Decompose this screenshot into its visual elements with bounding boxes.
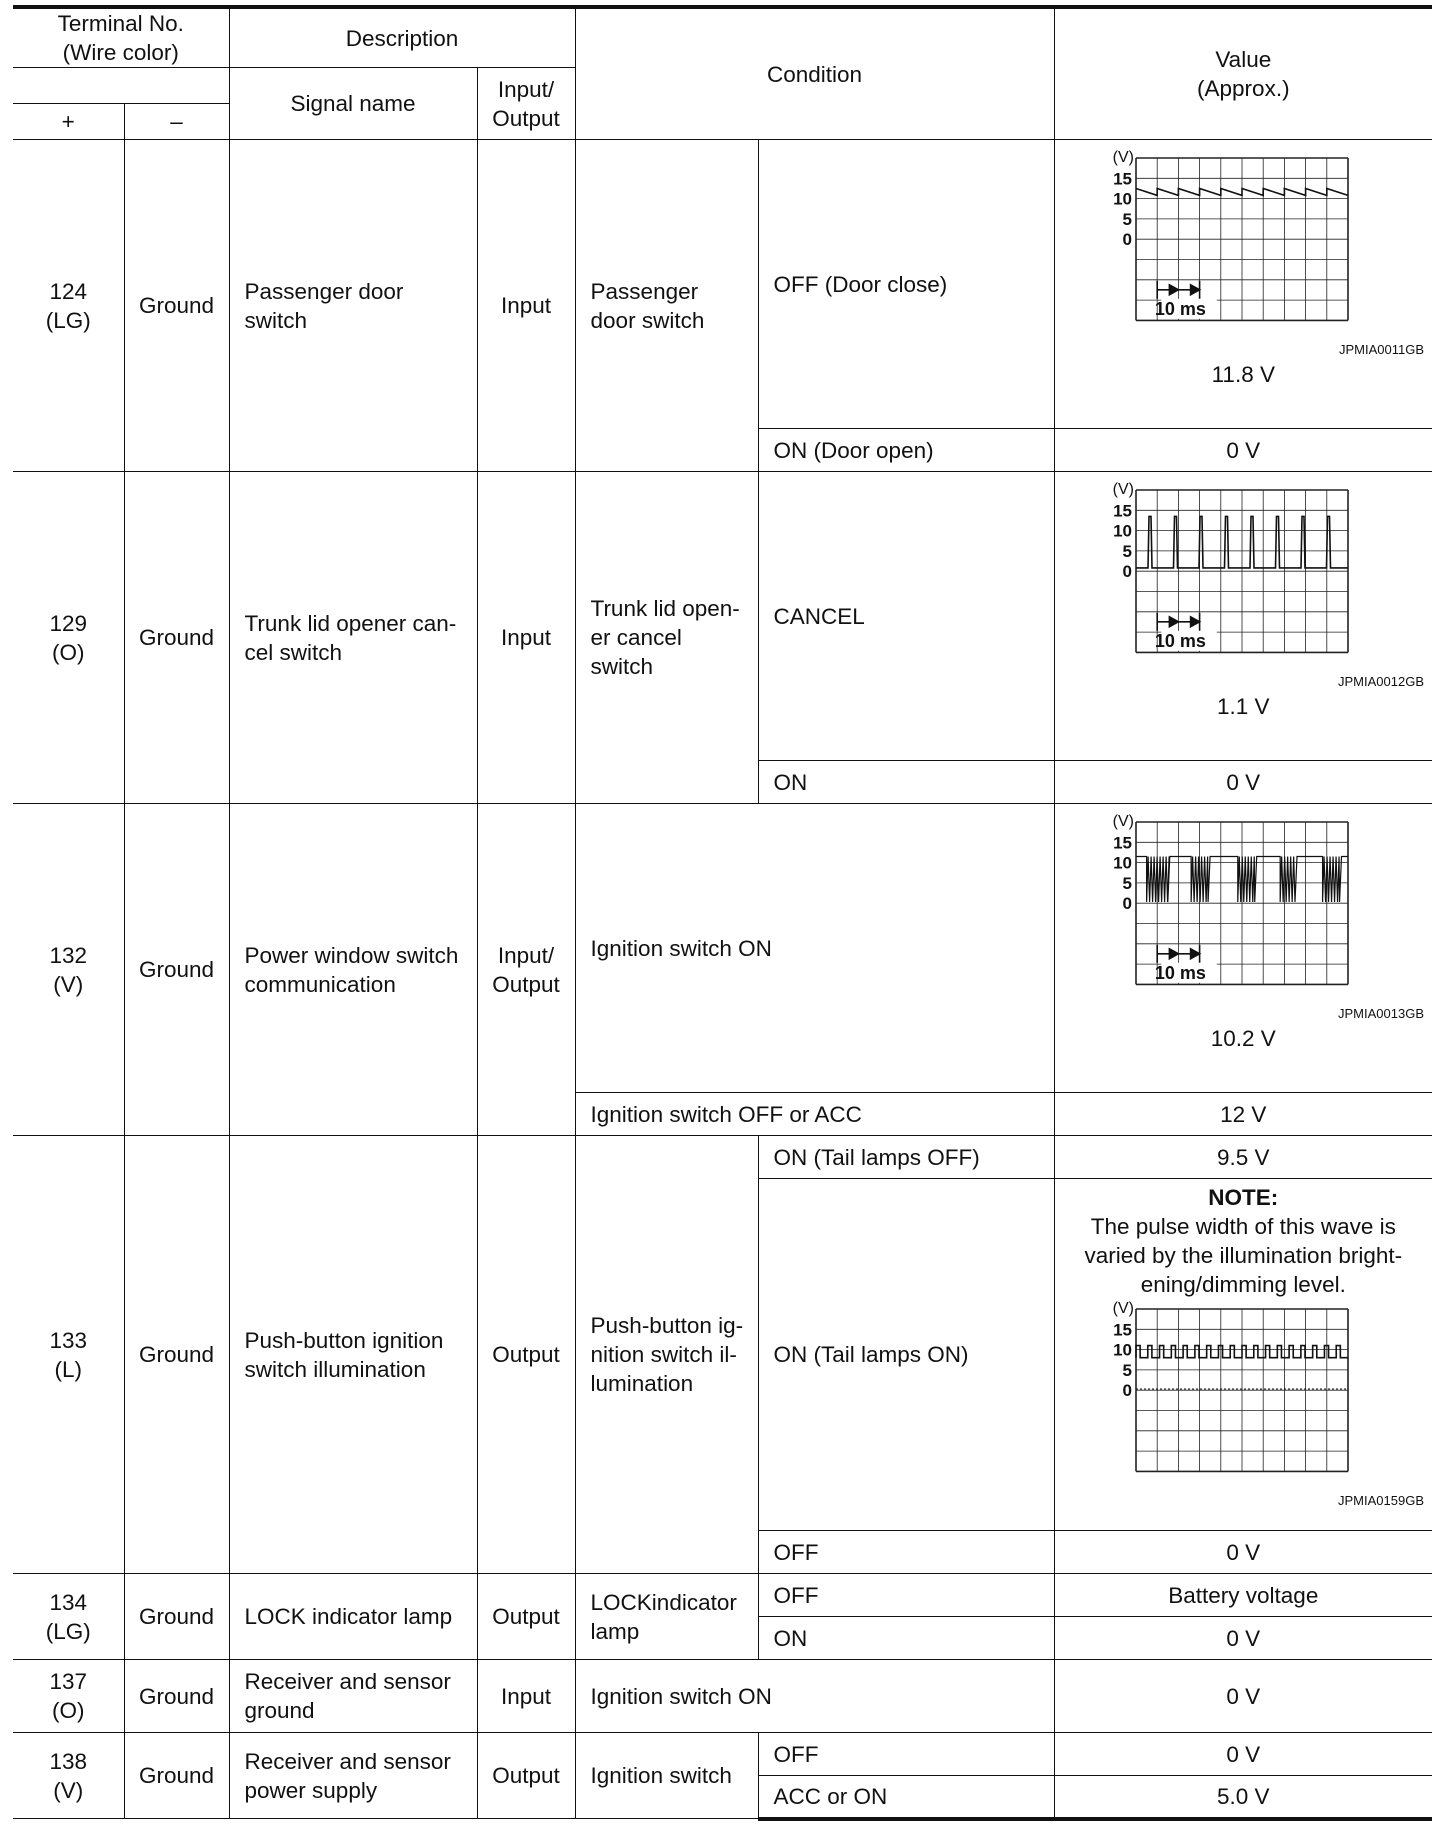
signal-name-cell [229, 804, 477, 1136]
condition-sub-cell: OFF (Door close) [758, 140, 1054, 429]
signal-line: switch illumination [244, 1356, 426, 1382]
note-text: The pulse width of this wave is [1090, 1214, 1396, 1239]
value-cell: 0 V [1054, 1660, 1432, 1733]
minus-cell: Ground [124, 140, 229, 472]
condition-header: Condition [575, 7, 1054, 140]
header-row-1 [13, 7, 1432, 68]
value-cell: 12 V [1054, 1093, 1432, 1136]
value-text: 10.2 V [1210, 1026, 1276, 1051]
signal-name-header: Signal name [229, 68, 477, 140]
minus-cell: Ground [124, 472, 229, 804]
minus-cell: Ground [124, 1136, 229, 1574]
value-cell [1054, 472, 1432, 761]
io-cell [477, 804, 575, 1136]
signal-line: switch [244, 307, 308, 333]
condition-line: Trunk lid open- [590, 596, 740, 621]
table-row [13, 1660, 1432, 1733]
value-cell: 5.0 V [1054, 1776, 1432, 1819]
figure-code: JPMIA0159GB [1338, 1493, 1425, 1508]
y-tick-label: 0 [1122, 1381, 1133, 1401]
y-tick-label: 15 [1113, 833, 1133, 853]
condition-sub-cell: ON (Tail lamps ON) [758, 1179, 1054, 1531]
table-row [13, 804, 1432, 1093]
y-tick-label: 0 [1122, 894, 1133, 914]
y-tick-label: 5 [1122, 209, 1133, 229]
terminal-cell [13, 472, 124, 804]
io-cell: Output [477, 1574, 575, 1660]
signal-line: cel switch [244, 639, 343, 665]
timebase-label: 10 ms [1155, 298, 1207, 319]
value-cell: 9.5 V [1054, 1136, 1432, 1179]
wire-color: (V) [53, 1777, 84, 1803]
terminal-number: 134 [49, 1589, 88, 1615]
minus-cell: Ground [124, 804, 229, 1136]
terminal-no-label: Terminal No. [57, 11, 184, 36]
table-row [13, 1136, 1432, 1179]
note-title: NOTE: [1208, 1185, 1279, 1210]
condition-line: nition switch il- [590, 1342, 737, 1367]
note-text: ening/dimming level. [1140, 1272, 1346, 1297]
y-tick-label: 10 [1113, 853, 1133, 873]
condition-sub-cell: CANCEL [758, 472, 1054, 761]
terminal-cell [13, 1136, 124, 1574]
y-tick-label: 15 [1113, 169, 1133, 189]
condition-main-cell: Ignition switch [575, 1733, 758, 1819]
unit-label: (V) [1112, 149, 1135, 166]
figure-code: JPMIA0012GB [1338, 674, 1425, 689]
value-text: 1.1 V [1217, 694, 1270, 719]
signal-name-cell [229, 1136, 477, 1574]
terminal-cell [13, 804, 124, 1136]
y-tick-label: 5 [1122, 873, 1133, 893]
scope-grid [1136, 1309, 1348, 1471]
waveform-door-close [1058, 148, 1428, 360]
io-cell: Input [477, 472, 575, 804]
io-line: Output [492, 971, 560, 997]
signal-line: Trunk lid opener can- [244, 610, 457, 636]
io-header-line2: Output [492, 105, 560, 131]
value-cell: Battery voltage [1054, 1574, 1432, 1617]
condition-sub-cell: ON (Tail lamps OFF) [758, 1136, 1054, 1179]
scope-grid [1136, 490, 1348, 652]
condition-cell: Ignition switch OFF or ACC [575, 1093, 1054, 1136]
waveform-cancel [1058, 480, 1428, 692]
y-tick-label: 10 [1113, 189, 1133, 209]
signal-name-cell [229, 1660, 477, 1733]
wire-color: (LG) [45, 1618, 91, 1644]
condition-sub-cell: OFF [758, 1733, 1054, 1776]
wire-color: (O) [52, 639, 85, 665]
value-cell: 0 V [1054, 761, 1432, 804]
condition-cell: Ignition switch ON [575, 804, 1054, 1093]
value-cell: 0 V [1054, 1531, 1432, 1574]
wire-color: (L) [54, 1356, 82, 1382]
terminal-number: 132 [49, 942, 88, 968]
value-cell [1054, 140, 1432, 429]
signal-line: power supply [244, 1777, 378, 1803]
condition-main-cell [575, 472, 758, 804]
value-cell: 0 V [1054, 1617, 1432, 1660]
terminal-number: 133 [49, 1327, 88, 1353]
condition-line: lumination [590, 1371, 694, 1396]
condition-sub-cell: OFF [758, 1531, 1054, 1574]
description-header: Description [229, 7, 575, 68]
waveform-trace [1136, 188, 1348, 195]
signal-line: Power window switch [244, 942, 459, 968]
terminal-cell [13, 1733, 124, 1819]
y-tick-label: 5 [1122, 541, 1133, 561]
y-tick-label: 15 [1113, 1320, 1133, 1340]
condition-line: Push-button ig- [590, 1313, 744, 1338]
unit-label: (V) [1112, 481, 1135, 498]
condition-main-cell [575, 1574, 758, 1660]
timebase-label: 10 ms [1155, 630, 1207, 651]
wire-color: (LG) [45, 307, 91, 333]
y-tick-label: 10 [1113, 521, 1133, 541]
figure-code: JPMIA0011GB [1339, 342, 1425, 357]
signal-line: Receiver and sensor [244, 1748, 451, 1774]
y-tick-label: 10 [1113, 1340, 1133, 1360]
io-header-line1: Input/ [497, 76, 555, 102]
signal-name-cell: LOCK indicator lamp [229, 1574, 477, 1660]
signal-line: communication [244, 971, 396, 997]
y-tick-label: 0 [1122, 230, 1133, 250]
condition-main-cell [575, 140, 758, 472]
waveform-ignition-on [1058, 812, 1428, 1024]
signal-line: Push-button ignition [244, 1327, 444, 1353]
waveform-tail-lamps-on [1058, 1299, 1428, 1511]
terminal-cell [13, 140, 124, 472]
condition-sub-cell: ACC or ON [758, 1776, 1054, 1819]
note-text: varied by the illumination bright- [1084, 1243, 1403, 1268]
signal-line: Receiver and sensor [244, 1669, 451, 1694]
terminal-number: 138 [49, 1748, 88, 1774]
condition-line: LOCKindicator [590, 1589, 737, 1615]
condition-sub-cell: ON [758, 761, 1054, 804]
unit-label: (V) [1112, 813, 1135, 830]
minus-cell: Ground [124, 1733, 229, 1819]
signal-line: Passenger door [244, 278, 404, 304]
io-header [477, 68, 575, 140]
condition-sub-cell: ON (Door open) [758, 429, 1054, 472]
condition-cell: Ignition switch ON [575, 1660, 1054, 1733]
signal-line: ground [244, 1698, 315, 1723]
value-cell [1054, 804, 1432, 1093]
table-row [13, 472, 1432, 761]
table-row [13, 1574, 1432, 1617]
scope-grid [1136, 822, 1348, 984]
io-cell: Input [477, 140, 575, 472]
table-row [13, 140, 1432, 429]
condition-main-cell [575, 1136, 758, 1574]
wire-color: (V) [53, 971, 84, 997]
terminal-number: 137 [49, 1669, 88, 1694]
minus-cell: Ground [124, 1660, 229, 1733]
minus-header: – [124, 104, 229, 140]
io-cell: Output [477, 1136, 575, 1574]
io-cell: Input [477, 1660, 575, 1733]
unit-label: (V) [1112, 1300, 1135, 1317]
y-tick-label: 15 [1113, 501, 1133, 521]
approx-label: (Approx.) [1197, 76, 1290, 101]
condition-line: door switch [590, 307, 705, 333]
plus-header: + [13, 104, 124, 140]
value-cell: 0 V [1054, 1733, 1432, 1776]
terminal-number: 129 [49, 610, 88, 636]
table-row [13, 1733, 1432, 1776]
signal-name-cell [229, 1733, 477, 1819]
condition-line: lamp [590, 1618, 640, 1644]
terminal-header [13, 7, 229, 68]
minus-cell: Ground [124, 1574, 229, 1660]
value-cell: 0 V [1054, 429, 1432, 472]
condition-sub-cell: OFF [758, 1574, 1054, 1617]
condition-line: switch [590, 654, 654, 679]
y-tick-label: 0 [1122, 562, 1133, 582]
figure-code: JPMIA0013GB [1338, 1006, 1425, 1021]
signal-name-cell [229, 140, 477, 472]
condition-sub-cell: ON [758, 1617, 1054, 1660]
condition-line: Passenger [590, 278, 699, 304]
value-text: 11.8 V [1211, 362, 1275, 387]
terminal-spec-table [13, 5, 1432, 1821]
io-line: Input/ [497, 942, 555, 968]
condition-line: er cancel [590, 625, 682, 650]
value-header [1054, 7, 1432, 140]
terminal-cell [13, 1660, 124, 1733]
value-label: Value [1215, 47, 1272, 72]
y-tick-label: 5 [1122, 1360, 1133, 1380]
wire-color: (O) [52, 1698, 85, 1723]
wire-color-label: (Wire color) [62, 40, 179, 65]
io-cell: Output [477, 1733, 575, 1819]
terminal-number: 124 [49, 278, 88, 304]
value-cell [1054, 1179, 1432, 1531]
terminal-cell [13, 1574, 124, 1660]
signal-name-cell [229, 472, 477, 804]
scope-grid [1136, 158, 1348, 320]
timebase-label: 10 ms [1155, 962, 1207, 983]
